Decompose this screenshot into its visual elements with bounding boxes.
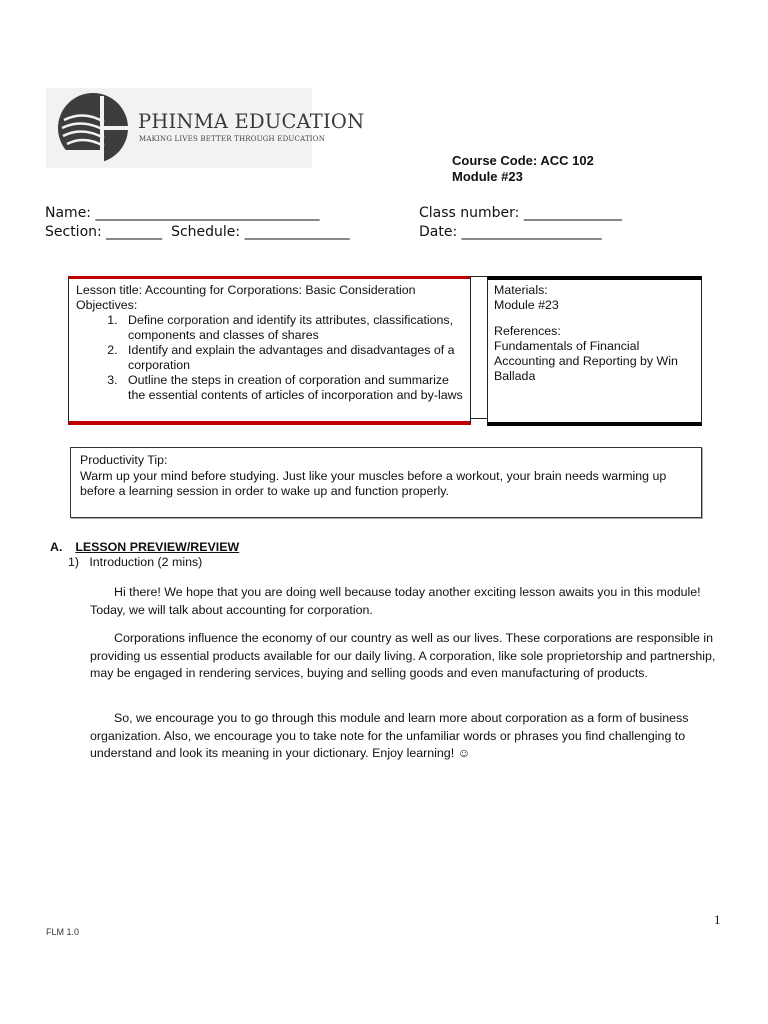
tip-text: Warm up your mind before studying. Just like your muscles before a workout, your brain needs warming up before a learning session in order to wake up and function properly. [80,468,667,498]
objective-item: 1. Define corporation and identify its attributes, classifications, components and classes of shares [121,313,466,343]
materials-label: Materials: [494,283,548,297]
flm-version: FLM 1.0 [46,927,80,937]
phinma-logo [46,88,365,168]
objective-item: 3. Outline the steps in creation of corporation and summarize the essential contents of articles of incorporation and by-laws [121,373,466,403]
phinma-emblem-icon [54,90,132,166]
references-label: References: [494,324,561,338]
name-field[interactable]: Name: ________________________________ [45,205,320,221]
page-number: 1 [714,912,721,927]
materials-value: Module #23 [494,298,559,312]
logo-tagline: MAKING LIVES BETTER THROUGH EDUCATION [139,135,326,143]
date-field[interactable]: Date: ____________________ [419,224,602,240]
section-title: LESSON PREVIEW/REVIEW [75,540,240,554]
section-schedule-field[interactable]: Section: ________ Schedule: _______________ [45,224,350,240]
logo-brand: PHINMA EDUCATION [138,110,365,133]
objective-item: 2. Identify and explain the advantages and disadvantages of a corporation [121,343,466,373]
module-number: Module #23 [452,169,523,184]
section-a-heading [50,540,239,554]
tip-label: Productivity Tip: [80,453,168,467]
lesson-title: Lesson title: Accounting for Corporations: Basic Consideration [76,283,416,297]
box-divider [470,276,488,419]
class-number-field[interactable]: Class number: ______________ [419,205,622,221]
lesson-box [68,276,471,425]
paragraph: Corporations influence the economy of our country as well as our lives. These corporations are responsible in providing us essential products available for our daily living. A corporation, like sole proprietorship and partnership, may be engaged in rendering services, buying and selling goods and even manufacturing of products. [90,631,716,680]
course-code: Course Code: ACC 102 [452,153,594,168]
section-letter: A. [50,540,63,554]
references-value: Fundamentals of Financial Accounting and Reporting by Win Ballada [494,339,678,383]
materials-box [487,276,702,426]
objectives-label: Objectives: [76,298,138,312]
paragraph: Hi there! We hope that you are doing well because today another exciting lesson awaits you in this module! Today, we will talk about accounting for corporation. [90,585,701,617]
paragraph: So, we encourage you to go through this module and learn more about corporation as a form of business organization. Also, we encourage you to take note for the unfamiliar words or phrases you find challenging to understand and look its meaning in your dictionary. Enjoy learning! ☺ [90,711,689,760]
objectives-list [76,313,466,403]
productivity-tip-box [70,447,702,518]
introduction-subheading: 1) Introduction (2 mins) [68,555,203,569]
